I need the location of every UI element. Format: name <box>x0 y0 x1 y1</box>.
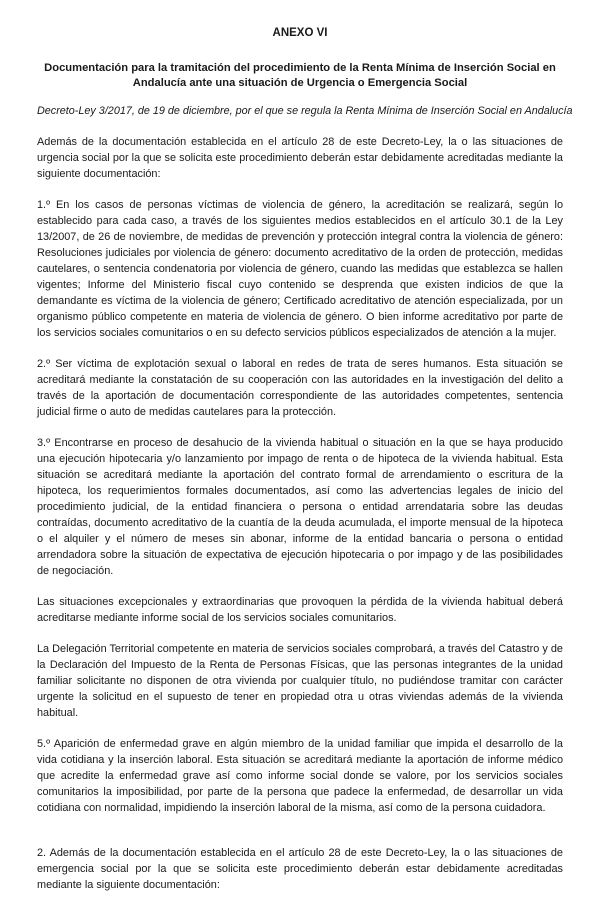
document-page <box>37 26 573 908</box>
paragraph-gender-violence: 1.º En los casos de personas víctimas de violencia de género, la acreditación se realizará, según lo establecido para cada caso, a través de los siguientes medios establecidos en el artículo 30.1 de la Ley 13/2007, de 26 de noviembre, de medidas de prevención y protección integral contra la violencia de género: Resoluciones judiciales por violencia de género: documento acreditativo de la orden de protección, medidas cautelares, o sentencia condenatoria por violencia de género, cuando las medidas que establezca se hallen vigentes; Informe del Ministerio fiscal cuyo contenido se desprenda que existen indicios de que la demandante es víctima de la violencia de género; Certificado acreditativo de atención especializada, por un organismo público competente en materia de violencia de género. O bien informe acreditativo por parte de los servicios sociales comunitarios o en su defecto servicios públicos especializados de atención a la mujer. <box>37 199 563 339</box>
document-title: Documentación para la tramitación del procedimiento de la Renta Mínima de Inserción Social en Andalucía ante una situación de Urgencia o Emergencia Social <box>44 62 556 89</box>
paragraph-exceptional-situations: Las situaciones excepcionales y extraordinarias que provoquen la pérdida de la vivienda habitual deberá acreditarse mediante informe social de los servicios sociales comunitarios. <box>37 596 563 624</box>
paragraph-eviction: 3.º Encontrarse en proceso de desahucio de la vivienda habitual o situación en la que se haya producido una ejecución hipotecaria y/o lanzamiento por impago de renta o de hipoteca de la vivienda habitual. Esta situación se acreditará mediante la aportación del contrato formal de arrendamiento o escritura de la hipoteca, los requerimientos formales documentados, así como las advertencias legales de inicio del procedimiento judicial, de la entidad financiera o persona o entidad arrendataria sobre las deudas contraídas, documento acreditativo de la cuantía de la deuda acumulada, el importe mensual de la hipoteca o el alquiler y el número de meses sin abonar, informe de la entidad bancaria o persona o entidad arrendadora sobre la situación de expectativa de ejecución hipotecaria o por impago y de las posibilidades de negociación. <box>37 437 563 577</box>
paragraph-serious-illness: 5.º Aparición de enfermedad grave en algún miembro de la unidad familiar que impida el desarrollo de la vida cotidiana y la inserción laboral. Esta situación se acreditará mediante la aportación de informe médico que acredite la enfermedad grave así como informe social donde se valore, por los servicios sociales comunitarios la imposibilidad, por parte de la persona que padece la enfermedad, de desarrollar un vida cotidiana con normalidad, impidiendo la inserción laboral de la misma, así como de la persona cuidadora. <box>37 738 563 814</box>
decree-reference: Decreto-Ley 3/2017, de 19 de diciembre, por el que se regula la Renta Mínima de Inserción Social en Andalucía <box>37 105 573 117</box>
annex-label: ANEXO VI <box>272 27 328 39</box>
paragraph-intro: Además de la documentación establecida en el artículo 28 de este Decreto-Ley, la o las situaciones de urgencia social por la que se solicita este procedimiento deberán estar debidamente acreditadas mediante la siguiente documentación: <box>37 136 563 180</box>
paragraph-territorial-delegation: La Delegación Territorial competente en materia de servicios sociales comprobará, a través del Catastro y de la Declaración del Impuesto de la Renta de Personas Físicas, que las personas integrantes de la unidad familiar solicitante no disponen de otra vivienda por cualquier título, no pudiéndose tramitar con carácter urgente la solicitud en el supuesto de tener en propiedad otra u otras viviendas además de la vivienda habitual. <box>37 643 563 719</box>
paragraph-emergency: 2. Además de la documentación establecida en el artículo 28 de este Decreto-Ley, la o las situaciones de emergencia social por la que se solicita este procedimiento deberán estar debidamente acreditadas mediante la siguiente documentación: <box>37 847 563 891</box>
paragraph-trafficking: 2.º Ser víctima de explotación sexual o laboral en redes de trata de seres humanos. Esta situación se acreditará mediante la constatación de su cooperación con las autoridades en la investigación del delito a través de la aportación de documentación correspondiente de las autoridades competentes, sentencia judicial firme o auto de medidas cautelares para la protección. <box>37 358 563 418</box>
